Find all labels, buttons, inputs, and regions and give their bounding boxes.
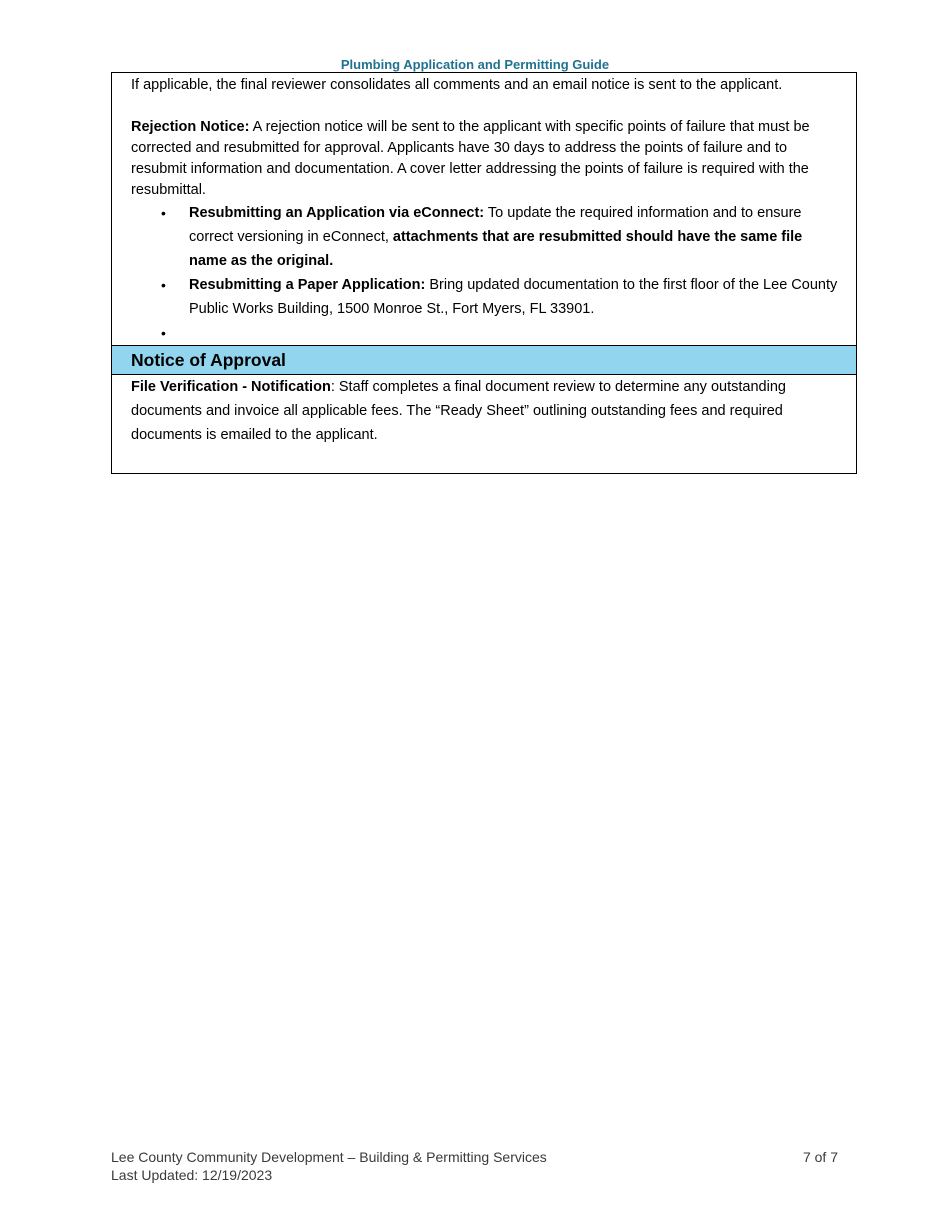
list-item — [161, 201, 842, 273]
approval-text: : Staff completes a final document review to determine any outstanding documents and invoice all applicable fees. The “Ready Sheet” outlining outstanding fees and required documents is emailed to the applicant. — [131, 379, 786, 443]
list-item — [161, 273, 842, 321]
approval-heading: Notice of Approval — [112, 345, 856, 375]
rejection-notice-label: Rejection Notice: — [131, 119, 250, 135]
list-item-label: Resubmitting a Paper Application: — [189, 277, 426, 293]
page-header-title: Plumbing Application and Permitting Guide — [340, 57, 610, 72]
guide-table — [111, 72, 857, 474]
paragraph-spacer — [131, 96, 842, 117]
list-item-empty — [161, 321, 842, 345]
footer-org: Lee County Community Development – Building & Permitting Services — [111, 1149, 547, 1165]
rejection-notice-text: A rejection notice will be sent to the applicant with specific points of failure that must be corrected and resubmitted for approval. Applicants have 30 days to address the points of failure and to resubmit information and documentation. A cover letter addressing the points of failure is required with the resubmittal. — [131, 119, 810, 198]
approval-section — [112, 375, 856, 473]
page-footer — [111, 1148, 838, 1184]
review-section — [112, 73, 856, 345]
resubmit-list — [131, 201, 842, 345]
page-number: 7 of 7 — [802, 1149, 838, 1165]
list-item-text: To update the required information and to ensure correct versioning in eConnect, — [189, 205, 802, 245]
list-item-emphasis: attachments that are resubmitted should have the same file name as the original. — [189, 229, 803, 269]
rejection-notice — [131, 117, 842, 201]
bullet-icon: • — [161, 277, 166, 293]
footer-row — [111, 1148, 838, 1166]
review-intro: If applicable, the final reviewer consolidates all comments and an email notice is sent to the applicant. — [131, 77, 783, 93]
bullet-icon: • — [161, 325, 166, 341]
list-item-label: Resubmitting an Application via eConnect: — [189, 205, 485, 221]
last-updated: Last Updated: 12/19/2023 — [111, 1167, 273, 1183]
list-item-text: Bring updated documentation to the first floor of the Lee County Public Works Building, 1500 Monroe St., Fort Myers, FL 33901. — [189, 277, 838, 317]
bullet-icon: • — [161, 205, 166, 221]
approval-label: File Verification - Notification — [131, 379, 331, 395]
approval-paragraph — [131, 375, 842, 447]
